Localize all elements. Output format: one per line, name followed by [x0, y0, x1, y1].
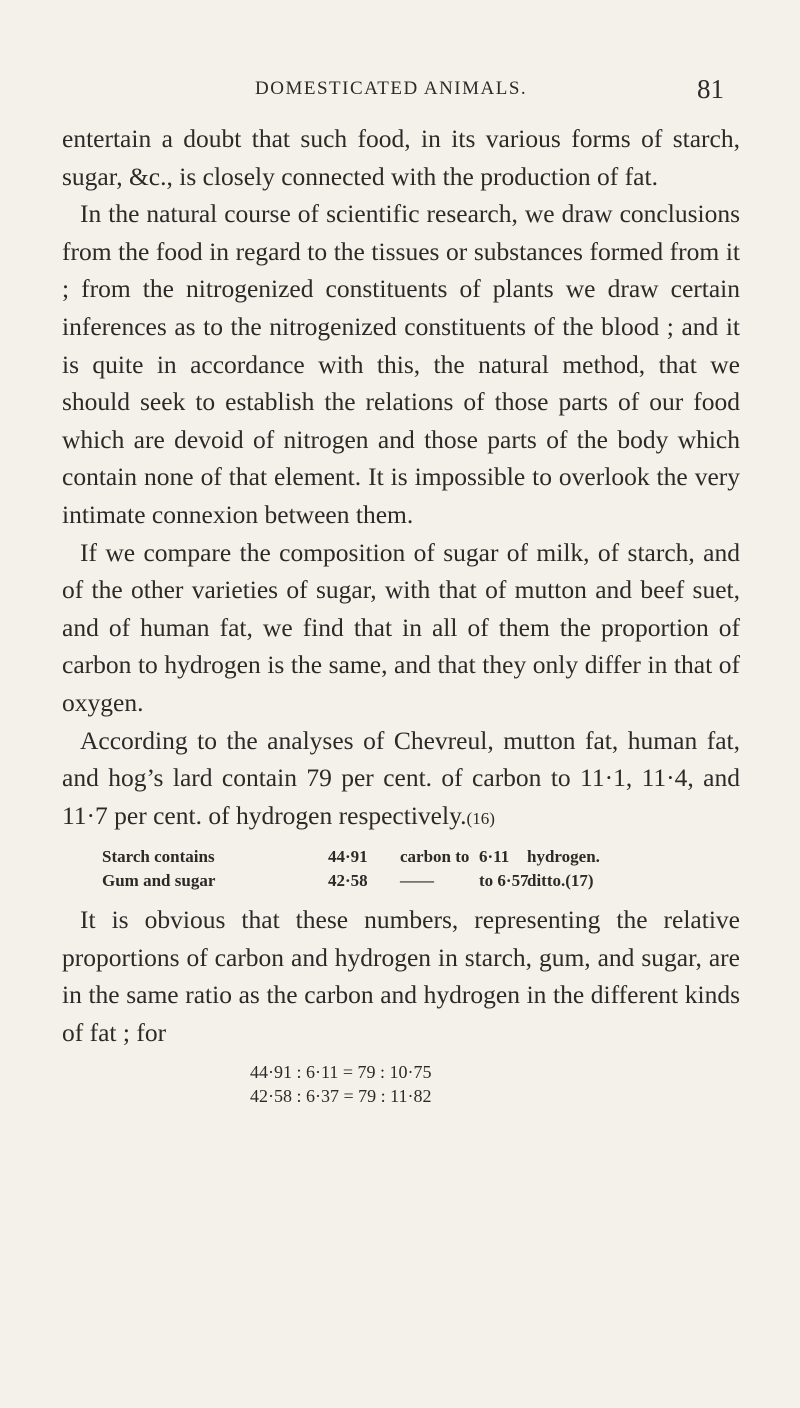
- paragraph: [62, 722, 740, 838]
- paragraph: If we compare the composition of sugar of milk, of starch, and of the other varieties of sugar, with that of mutton and beef suet, and of human fat, we find that in all of them the proportion of carbon to hydrogen is the same, and that they only differ in that of oxygen.: [62, 537, 740, 717]
- hydrogen-label-cell: [527, 869, 642, 893]
- substance-cell: Starch contains: [102, 847, 215, 867]
- carbon-label-cell: ——: [400, 871, 434, 891]
- ratio-equations: [62, 1060, 740, 1108]
- carbon-value-cell: 42·58: [328, 871, 368, 891]
- hydrogen-label-text: ditto.: [527, 871, 566, 891]
- table-row: [62, 869, 740, 893]
- equation: 42·58 : 6·37 = 79 : 11·82: [250, 1085, 432, 1106]
- carbon-value-cell: 44·91: [328, 847, 368, 867]
- page-number: 81: [697, 74, 724, 104]
- hydrogen-label-cell: hydrogen.: [527, 847, 600, 867]
- paragraph-text: According to the analyses of Chevreul, mutton fat, human fat, and hog’s lard contain 79 per cent. of carbon to 11·1, 11·4, and 11·7 per cent. of hydrogen respectively.: [62, 725, 740, 830]
- hydrogen-value-cell: to 6·57: [479, 871, 529, 891]
- equation: 44·91 : 6·11 = 79 : 10·75: [250, 1061, 432, 1082]
- table-row: [62, 845, 740, 869]
- hydrogen-value-cell: 6·11: [479, 847, 510, 867]
- carbon-label-cell: carbon to: [400, 847, 470, 867]
- paragraph: In the natural course of scientific research, we draw conclusions from the food in regard to the tissues or substances formed from it ; from the nitrogenized constituents of plants we draw certain inferences as to the nitrogenized constituents of the blood ; and it is quite in accordance with this, the natural method, that we should seek to establish the relations of those parts of our food which are devoid of nitrogen and those parts of the body which contain none of that element. It is impossible to overlook the very intimate connexion between them.: [62, 199, 740, 529]
- reference-mark: (16): [466, 808, 495, 828]
- substance-cell: Gum and sugar: [102, 871, 216, 891]
- composition-table: [62, 845, 740, 893]
- body-text: [62, 120, 740, 1108]
- paragraph: entertain a doubt that such food, in its various forms of starch, sugar, &c., is closely connected with the production of fat.: [62, 124, 740, 191]
- page-header: [0, 74, 800, 114]
- paragraph: It is obvious that these numbers, representing the relative proportions of carbon and hydrogen in starch, gum, and sugar, are in the same ratio as the carbon and hydrogen in the different kinds of fat ; for: [62, 905, 740, 1048]
- reference-mark: (17): [565, 871, 594, 891]
- running-head: DOMESTICATED ANIMALS.: [255, 78, 528, 99]
